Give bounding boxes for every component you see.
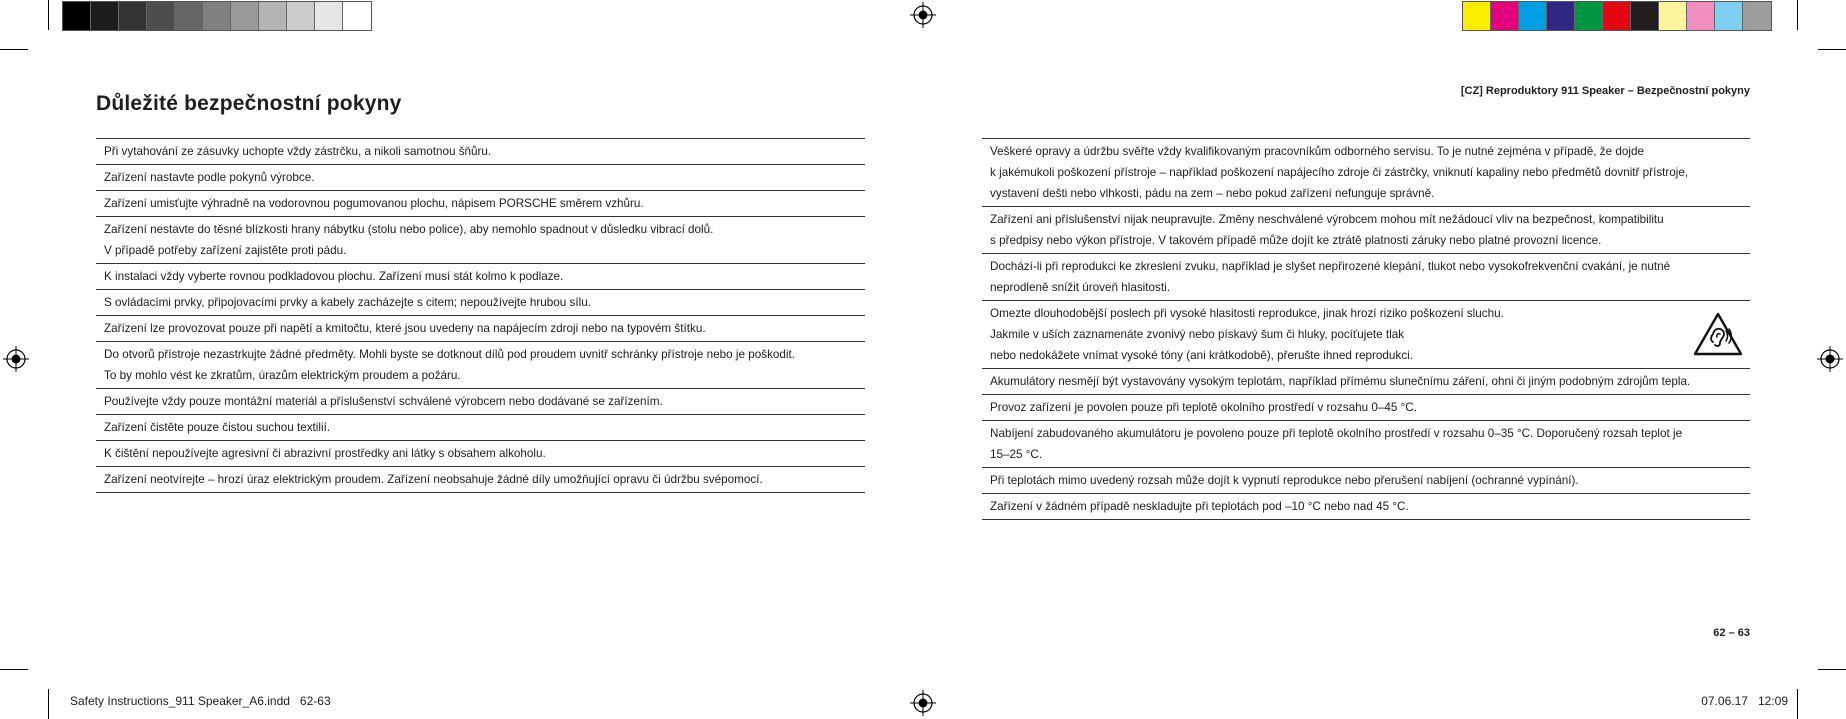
color-swatch xyxy=(1519,2,1547,30)
grayscale-color-bar xyxy=(62,1,372,31)
color-swatch xyxy=(1715,2,1743,30)
crop-mark xyxy=(0,49,28,50)
safety-item-text: Akumulátory nesmějí být vystavovány vysokým teplotám, například přímému slunečnímu záření, ohni či jiným podobným zdrojům tepla. xyxy=(990,375,1691,388)
color-swatch xyxy=(1687,2,1715,30)
safety-item-text: K čištění nepoužívejte agresivní či abrazivní prostředky ani látky s obsahem alkoholu. xyxy=(104,447,546,460)
gray-swatch xyxy=(147,2,175,30)
page-numbers: 62 – 63 xyxy=(1713,627,1750,639)
safety-item-text: Nabíjení zabudovaného akumulátoru je povoleno pouze při teplotě okolního prostředí v rozsahu 0–35 °C. Doporučený rozsah teplot je 15–25 °C. xyxy=(990,427,1683,461)
safety-item-text: Zařízení v žádném případě neskladujte při teplotách pod –10 °C nebo nad 45 °C. xyxy=(990,500,1409,513)
crop-mark xyxy=(1797,0,1798,30)
safety-item xyxy=(96,415,865,441)
safety-item xyxy=(96,191,865,217)
safety-item-text: K instalaci vždy vyberte rovnou podkladovou plochu. Zařízení musí stát kolmo k podlaze. xyxy=(104,270,564,283)
safety-item-text: Dochází-li při reprodukci ke zkreslení zvuku, například je slyšet nepřirozené klepání, tlukot nebo vysokofrekvenční cvakání, je nutné neprodleně snížit úroveň hlasitosti. xyxy=(990,260,1671,294)
gray-swatch xyxy=(259,2,287,30)
slug-file-info: Safety Instructions_911 Speaker_A6.indd 62-63 xyxy=(70,694,331,708)
color-swatch xyxy=(1659,2,1687,30)
safety-item xyxy=(982,494,1750,520)
gray-swatch xyxy=(63,2,91,30)
safety-item-text: Veškeré opravy a údržbu svěřte vždy kvalifikovaným pracovníkům odborného servisu. To je nutné zejména v případě, že dojde k jakémukoli poškození přístroje – například poškození napájecího zdroje či zástrčky, vniknutí kapaliny nebo předmětů dovnitř přístroje, vystavení dešti nebo vlhkosti, pádu na zem – nebo pokud zařízení nefunguje správně. xyxy=(990,145,1689,200)
crop-mark xyxy=(1797,689,1798,719)
safety-item-text: Při vytahování ze zásuvky uchopte vždy zástrčku, a nikoli samotnou šňůru. xyxy=(104,145,492,158)
safety-item-text: Zařízení ani příslušenství nijak neupravujte. Změny neschválené výrobcem mohou mít nežádoucí vliv na bezpečnost, kompatibilitu s předpisy nebo výkon přístroje. V takovém případě může dojít ke ztrátě platnosti záruky nebo platné provozní licence. xyxy=(990,213,1664,247)
gray-swatch xyxy=(287,2,315,30)
crop-mark xyxy=(1818,49,1846,50)
right-safety-list xyxy=(982,138,1750,520)
safety-item xyxy=(96,139,865,165)
safety-item xyxy=(96,264,865,290)
safety-item-text: Používejte vždy pouze montážní materiál a příslušenství schválené výrobcem nebo dodávané se zařízením. xyxy=(104,395,663,408)
gray-swatch xyxy=(231,2,259,30)
left-safety-list xyxy=(96,138,865,493)
safety-item xyxy=(96,467,865,493)
color-swatch xyxy=(1743,2,1771,30)
page-title: Důležité bezpečnostní pokyny xyxy=(96,92,402,115)
registration-mark-icon xyxy=(1817,346,1843,372)
color-swatch xyxy=(1603,2,1631,30)
safety-item-text: Zařízení nestavte do těsné blízkosti hrany nábytku (stolu nebo police), aby nemohlo spadnout v důsledku vibrací dolů. V případě potřeby zařízení zajistěte proti pádu. xyxy=(104,223,714,257)
gray-swatch xyxy=(343,2,371,30)
safety-item xyxy=(982,421,1750,468)
registration-mark-icon xyxy=(910,2,936,28)
safety-item xyxy=(96,441,865,467)
crop-mark xyxy=(48,0,49,30)
color-swatch xyxy=(1575,2,1603,30)
color-swatch xyxy=(1463,2,1491,30)
safety-item xyxy=(982,395,1750,421)
color-swatch xyxy=(1491,2,1519,30)
gray-swatch xyxy=(119,2,147,30)
safety-item-text: S ovládacími prvky, připojovacími prvky a kabely zacházejte s citem; nepoužívejte hrubou sílu. xyxy=(104,296,591,309)
gray-swatch xyxy=(91,2,119,30)
safety-item-text: Zařízení nastavte podle pokynů výrobce. xyxy=(104,171,315,184)
safety-item xyxy=(96,316,865,342)
process-color-bar xyxy=(1462,1,1772,31)
running-head: [CZ] Reproduktory 911 Speaker – Bezpečnostní pokyny xyxy=(1460,85,1750,97)
crop-mark xyxy=(0,669,28,670)
safety-item xyxy=(96,217,865,264)
color-swatch xyxy=(1631,2,1659,30)
safety-item xyxy=(982,139,1750,207)
safety-item xyxy=(982,254,1750,301)
safety-item xyxy=(982,207,1750,254)
safety-item-text: Zařízení lze provozovat pouze při napětí a kmitočtu, které jsou uvedeny na napájecím zdroji nebo na typovém štítku. xyxy=(104,322,706,335)
safety-item-text: Omezte dlouhodobější poslech při vysoké hlasitosti reprodukce, jinak hrozí riziko poškození sluchu. Jakmile v uších zaznamenáte zvonivý nebo pískavý šum či hluky, pocíťujete tlak nebo nedokážete vnímat vysoké tóny (ani krátkodobě), přerušte ihned reprodukci. xyxy=(990,307,1504,362)
safety-item xyxy=(982,468,1750,494)
crop-mark xyxy=(1818,669,1846,670)
crop-mark xyxy=(48,689,49,719)
registration-mark-icon xyxy=(3,346,29,372)
safety-item-text: Zařízení umisťujte výhradně na vodorovnou pogumovanou plochu, nápisem PORSCHE směrem vzhůru. xyxy=(104,197,644,210)
safety-item-text: Zařízení neotvírejte – hrozí úraz elektrickým proudem. Zařízení neobsahuje žádné díly umožňující opravu či údržbu svépomocí. xyxy=(104,473,763,486)
safety-item-text: Do otvorů přístroje nezastrkujte žádné předměty. Mohli byste se dotknout dílů pod proudem uvnitř schránky přístroje nebo je poškodit. To by mohlo vést ke zkratům, úrazům elektrickým proudem a požáru. xyxy=(104,348,796,382)
safety-item xyxy=(96,165,865,191)
gray-swatch xyxy=(315,2,343,30)
safety-item-text: Při teplotách mimo uvedený rozsah může dojít k vypnutí reprodukce nebo přerušení nabíjení (ochranné vypínání). xyxy=(990,474,1579,487)
safety-item-text: Provoz zařízení je povolen pouze při teplotě okolního prostředí v rozsahu 0–45 °C. xyxy=(990,401,1417,414)
hearing-warning-icon xyxy=(1692,311,1744,357)
safety-item xyxy=(96,290,865,316)
gray-swatch xyxy=(175,2,203,30)
registration-mark-icon xyxy=(910,690,936,716)
safety-item xyxy=(96,389,865,415)
safety-item xyxy=(982,369,1750,395)
color-swatch xyxy=(1547,2,1575,30)
slug-date-info: 07.06.17 12:09 xyxy=(1701,694,1788,708)
safety-item xyxy=(96,342,865,389)
gray-swatch xyxy=(203,2,231,30)
safety-item-text: Zařízení čistěte pouze čistou suchou textilií. xyxy=(104,421,331,434)
safety-item xyxy=(982,301,1750,369)
